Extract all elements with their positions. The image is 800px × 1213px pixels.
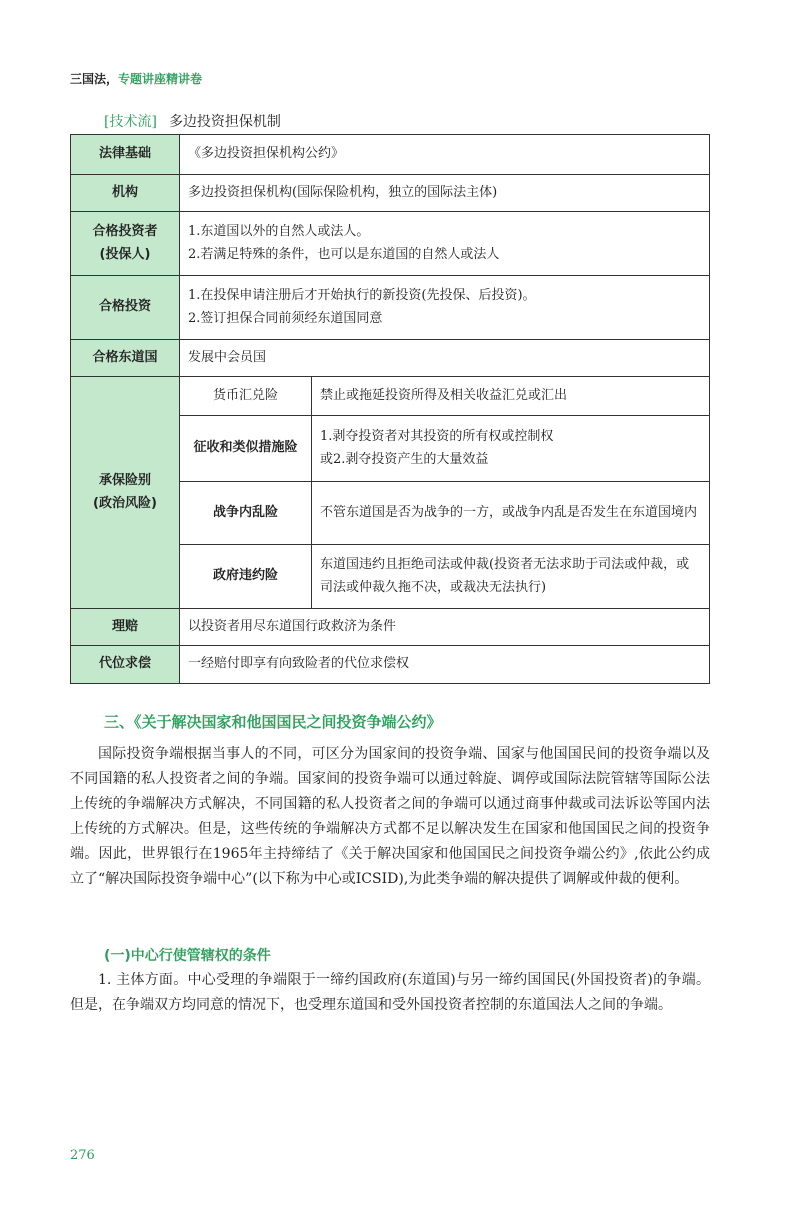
legal-basis-value: 《多边投资担保机构公约》 (180, 135, 710, 175)
risk-desc-breach: 东道国违约且拒绝司法或仲裁(投资者无法求助于司法或仲裁，或司法或仲裁久拖不决，或裁决无法执行) (312, 545, 710, 609)
body-paragraph: 国际投资争端根据当事人的不同，可区分为国家间的投资争端、国家与他国国民间的投资争端以及不同国籍的私人投资者之间的争端。国家间的投资争端可以通过斡旋、调停或国际法院管辖等国际公法上传统的争端解决方式解决，不同国籍的私人投资者之间的争端可以通过商事仲裁或司法诉讼等国内法上传统的方式解决。但是，这些传统的争端解决方式都不足以解决发生在国家和他国国民之间的投资争端。因此，世界银行在1965年主持缔结了《关于解决国家和他国国民之间投资争端公约》,依此公约成立了“解决国际投资争端中心”(以下称为中心或ICSID),为此类争端的解决提供了调解或仲裁的便利。 (70, 746, 710, 887)
investment-value (180, 276, 710, 340)
table-row (71, 135, 710, 175)
risk-desc-currency: 禁止或拖延投资所得及相关收益汇兑或汇出 (312, 377, 710, 416)
investment-line: 1.在投保申请注册后才开始执行的新投资(先投保、后投资)。 (188, 287, 536, 303)
running-header (70, 70, 202, 87)
row-label-investor (71, 212, 180, 276)
tech-heading (104, 111, 281, 131)
miga-table (70, 134, 710, 684)
risk-name-currency: 货币汇兑险 (180, 377, 312, 416)
row-label-subrogation: 代位求偿 (71, 646, 180, 684)
investor-line: 1.东道国以外的自然人或法人。 (188, 223, 370, 239)
row-label-risks (71, 377, 180, 609)
body-paragraph: 1. 主体方面。中心受理的争端限于一缔约国政府(东道国)与另一缔约国国民(外国投资者)的争端。但是，在争端双方均同意的情况下，也受理东道国和受外国投资者控制的东道国法人之间的争端。 (70, 972, 710, 1013)
book-title: 三国法， (70, 72, 119, 86)
risks-label-line: (政治风险) (93, 495, 157, 511)
risk-desc-war: 不管东道国是否为战争的一方，或战争内乱是否发生在东道国境内 (312, 482, 710, 545)
expropriation-line: 1.剥夺投资者对其投资的所有权或控制权 (320, 428, 554, 444)
tech-tag: [技术流] (104, 114, 157, 130)
host-value: 发展中会员国 (180, 340, 710, 377)
row-label-legal-basis: 法律基础 (71, 135, 180, 175)
claims-value: 以投资者用尽东道国行政救济为条件 (180, 609, 710, 646)
subsection-title: (一)中心行使管辖权的条件 (104, 948, 271, 964)
row-label-host: 合格东道国 (71, 340, 180, 377)
risk-name-expropriation: 征收和类似措施险 (180, 416, 312, 482)
table-row (71, 377, 710, 416)
table-row (71, 276, 710, 340)
table-row (71, 175, 710, 212)
investor-label-line: 合格投资者 (92, 223, 158, 239)
agency-value: 多边投资担保机构(国际保险机构，独立的国际法主体) (180, 175, 710, 212)
row-label-investment: 合格投资 (71, 276, 180, 340)
tech-title: 多边投资担保机制 (168, 114, 281, 130)
series-title: 专题讲座精讲卷 (118, 72, 203, 86)
page-number: 276 (70, 1148, 95, 1163)
investor-label-line: (投保人) (99, 246, 151, 262)
investment-line: 2.签订担保合同前须经东道国同意 (188, 310, 383, 326)
table-row (71, 646, 710, 684)
risk-name-war: 战争内乱险 (180, 482, 312, 545)
table-row (71, 212, 710, 276)
row-label-agency: 机构 (71, 175, 180, 212)
subrogation-value: 一经赔付即享有向致险者的代位求偿权 (180, 646, 710, 684)
investor-line: 2.若满足特殊的条件，也可以是东道国的自然人或法人 (188, 246, 500, 262)
investor-value (180, 212, 710, 276)
expropriation-line: 或2.剥夺投资产生的大量效益 (320, 451, 489, 467)
risk-desc-expropriation (312, 416, 710, 482)
table-row (71, 609, 710, 646)
table-row (71, 340, 710, 377)
row-label-claims: 理赔 (71, 609, 180, 646)
risks-label-line: 承保险别 (98, 472, 151, 488)
section-title: 三、《关于解决国家和他国国民之间投资争端公约》 (104, 713, 442, 731)
risk-name-breach: 政府违约险 (180, 545, 312, 609)
